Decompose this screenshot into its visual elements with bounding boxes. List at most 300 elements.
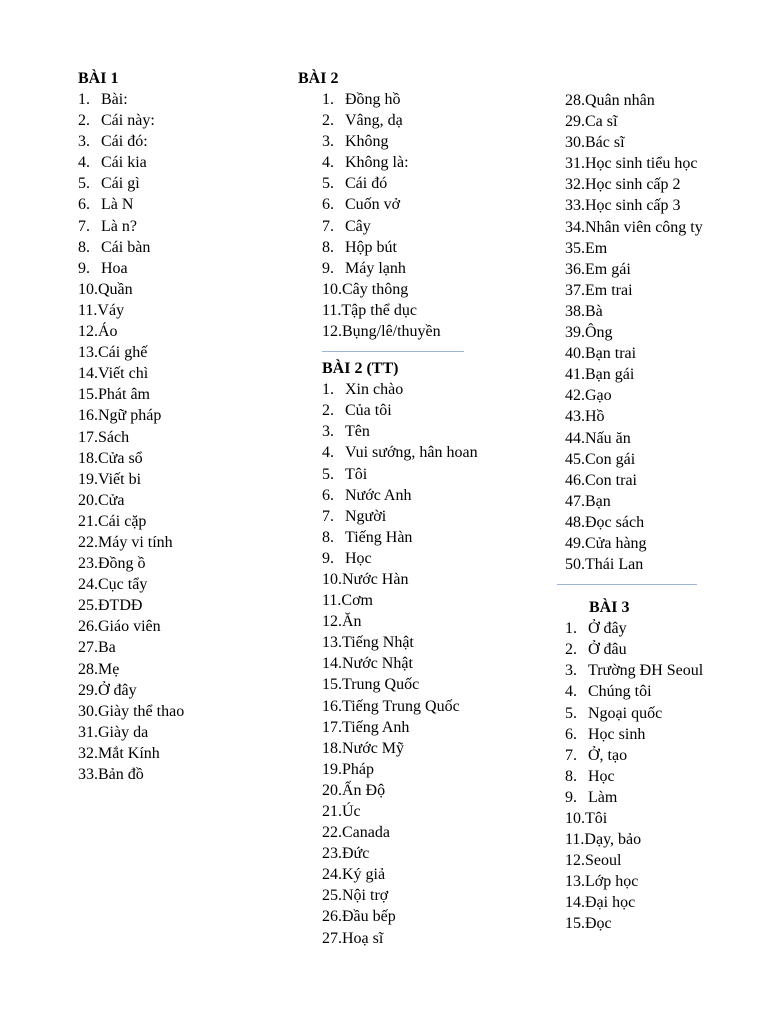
item-number: 4. xyxy=(322,154,334,172)
list-item xyxy=(78,237,288,258)
item-text: Nước Mỹ xyxy=(342,739,405,757)
item-number: 1. xyxy=(322,91,334,108)
item-number: 10. xyxy=(78,280,98,298)
item-text: Cái cặp xyxy=(98,512,147,530)
list-item xyxy=(78,616,288,637)
list-item xyxy=(78,427,288,448)
item-number: 8. xyxy=(322,528,334,546)
list-item xyxy=(322,131,548,152)
item-text: Không là: xyxy=(345,154,409,172)
list-item xyxy=(565,217,765,238)
item-number: 7. xyxy=(322,217,334,235)
list-item xyxy=(565,364,765,385)
item-text: Nước Nhật xyxy=(342,655,413,673)
item-number: 40. xyxy=(565,345,585,363)
item-text: Cửa xyxy=(98,491,125,509)
item-text: Cái đó: xyxy=(101,133,148,151)
item-text: Tiếng Nhật xyxy=(342,634,414,652)
item-number: 17. xyxy=(322,718,342,736)
item-number: 7. xyxy=(78,217,90,235)
item-number: 5. xyxy=(322,465,334,483)
item-text: Cái bàn xyxy=(101,238,151,256)
item-text: Tiếng Trung Quốc xyxy=(342,697,460,715)
item-number: 7. xyxy=(322,507,334,525)
item-number: 6. xyxy=(565,725,577,743)
list-item xyxy=(565,808,765,829)
item-number: 1. xyxy=(565,620,577,638)
vocab-list-bai-1 xyxy=(78,89,288,785)
item-text: Seoul xyxy=(585,852,622,870)
list-item xyxy=(78,131,288,152)
list-item xyxy=(322,801,548,822)
item-text: Cửa hàng xyxy=(585,534,647,552)
item-text: Làm xyxy=(588,788,618,806)
item-number: 48. xyxy=(565,513,585,531)
item-number: 21. xyxy=(78,512,98,530)
item-number: 28. xyxy=(78,660,98,678)
list-item xyxy=(565,385,765,406)
item-text: Đọc xyxy=(585,915,612,933)
item-text: Ngữ pháp xyxy=(98,407,162,425)
list-item xyxy=(322,548,548,569)
item-text: Cây thông xyxy=(342,280,409,298)
item-text: Bác sĩ xyxy=(585,134,625,152)
item-text: Hoạ sĩ xyxy=(342,929,384,947)
list-item xyxy=(78,469,288,490)
item-number: 4. xyxy=(322,444,334,462)
item-text: Giày da xyxy=(98,723,149,741)
item-number: 31. xyxy=(78,723,98,741)
item-number: 32. xyxy=(565,176,585,194)
item-number: 2. xyxy=(322,402,334,420)
item-number: 9. xyxy=(78,259,90,277)
item-text: Bạn gái xyxy=(585,366,635,384)
list-item xyxy=(322,194,548,215)
item-text: Cái gì xyxy=(101,175,140,193)
item-text: Vui sướng, hân hoan xyxy=(345,444,478,462)
list-item xyxy=(565,90,765,111)
item-number: 17. xyxy=(78,428,98,446)
item-number: 3. xyxy=(322,133,334,151)
list-item xyxy=(322,717,548,738)
list-item xyxy=(322,379,548,400)
item-text: Cửa sổ xyxy=(98,449,143,467)
item-text: Tôi xyxy=(585,810,608,827)
item-text: Gạo xyxy=(585,387,612,405)
item-number: 19. xyxy=(78,470,98,488)
list-item xyxy=(78,384,288,405)
list-item xyxy=(78,553,288,574)
item-text: Ở, tạo xyxy=(588,746,628,764)
item-text: Đức xyxy=(342,845,370,863)
item-number: 38. xyxy=(565,302,585,320)
item-number: 33. xyxy=(565,197,585,215)
list-item xyxy=(322,738,548,759)
item-number: 25. xyxy=(78,597,98,615)
column-bai-2 xyxy=(298,68,548,949)
item-text: Hồ xyxy=(585,408,605,426)
list-item xyxy=(322,110,548,131)
item-text: Bạn xyxy=(585,492,611,510)
list-item xyxy=(565,132,765,153)
list-item xyxy=(322,759,548,780)
item-number: 9. xyxy=(322,259,334,277)
item-text: Cây xyxy=(345,217,371,235)
item-text: Con trai xyxy=(585,471,637,489)
section-title-bai-2: BÀI 2 xyxy=(298,70,339,87)
item-text: Đại học xyxy=(585,894,636,912)
item-number: 30. xyxy=(78,702,98,720)
list-item xyxy=(565,301,765,322)
item-number: 27. xyxy=(78,639,98,657)
list-item xyxy=(78,89,288,110)
list-item xyxy=(322,527,548,548)
list-item xyxy=(565,280,765,301)
item-text: Em xyxy=(585,239,608,257)
list-item xyxy=(78,152,288,173)
item-text: Học sinh xyxy=(588,725,646,743)
item-number: 16. xyxy=(78,407,98,425)
item-text: Úc xyxy=(342,803,361,820)
list-item xyxy=(565,259,765,280)
vocab-list-bai-2-tt-cont xyxy=(565,90,765,575)
list-item xyxy=(322,696,548,717)
item-text: Sách xyxy=(98,428,130,446)
item-text: Tôi xyxy=(345,465,368,483)
item-text: Ký giả xyxy=(342,866,386,884)
item-number: 2. xyxy=(565,641,577,659)
list-item xyxy=(322,300,548,321)
item-text: Vâng, dạ xyxy=(345,112,403,130)
vocab-list-bai-2-tt xyxy=(298,379,548,949)
item-text: Em trai xyxy=(585,281,633,299)
item-number: 30. xyxy=(565,134,585,152)
item-text: Bản đồ xyxy=(98,766,144,783)
item-number: 3. xyxy=(322,423,334,441)
list-item xyxy=(78,659,288,680)
item-number: 1. xyxy=(78,91,90,108)
item-number: 14. xyxy=(322,655,342,673)
item-number: 11. xyxy=(322,592,342,610)
item-text: Chúng tôi xyxy=(588,683,652,701)
item-text: Viết chì xyxy=(98,365,149,383)
item-text: Ăn xyxy=(342,613,362,631)
item-number: 2. xyxy=(322,112,334,130)
list-item xyxy=(78,574,288,595)
item-text: Tập thể dục xyxy=(341,301,417,319)
item-text: Nội trợ xyxy=(342,887,389,905)
item-number: 24. xyxy=(78,576,98,594)
list-item xyxy=(565,174,765,195)
list-item xyxy=(565,428,765,449)
item-number: 14. xyxy=(565,894,585,912)
item-number: 18. xyxy=(322,739,342,757)
list-item xyxy=(78,637,288,658)
list-item xyxy=(565,153,765,174)
item-text: Mắt Kính xyxy=(98,744,160,762)
item-text: Xin chào xyxy=(345,381,404,399)
list-item xyxy=(565,554,765,575)
item-number: 15. xyxy=(565,915,585,933)
list-item xyxy=(78,680,288,701)
item-text: Con gái xyxy=(585,450,636,468)
item-text: Ở đâu xyxy=(588,641,627,659)
list-item xyxy=(565,850,765,871)
item-number: 15. xyxy=(78,386,98,404)
list-item xyxy=(322,421,548,442)
item-number: 12. xyxy=(322,323,342,341)
item-number: 47. xyxy=(565,492,585,510)
list-item xyxy=(78,532,288,553)
item-number: 36. xyxy=(565,260,585,278)
item-text: Bài: xyxy=(101,91,128,108)
list-item xyxy=(565,322,765,343)
list-item xyxy=(322,906,548,927)
item-number: 10. xyxy=(322,570,342,588)
item-number: 32. xyxy=(78,744,98,762)
list-item xyxy=(565,512,765,533)
item-text: Mẹ xyxy=(98,660,120,678)
list-item xyxy=(322,442,548,463)
list-item xyxy=(565,470,765,491)
item-text: Học xyxy=(345,549,372,567)
list-item xyxy=(78,342,288,363)
list-item xyxy=(322,864,548,885)
list-item xyxy=(322,464,548,485)
list-item xyxy=(322,258,548,279)
list-item xyxy=(565,892,765,913)
item-number: 11. xyxy=(565,831,585,849)
item-text: Canada xyxy=(342,824,390,842)
item-number: 13. xyxy=(78,344,98,362)
list-item xyxy=(565,745,765,766)
item-number: 5. xyxy=(322,175,334,193)
item-number: 3. xyxy=(78,133,90,151)
list-item xyxy=(78,173,288,194)
list-item xyxy=(322,485,548,506)
item-number: 42. xyxy=(565,387,585,405)
item-number: 3. xyxy=(565,662,577,680)
item-text: Người xyxy=(345,507,387,525)
item-number: 39. xyxy=(565,324,585,342)
item-text: Hộp bút xyxy=(345,238,397,256)
item-text: Cái đó xyxy=(345,175,388,193)
list-item xyxy=(565,829,765,850)
section-divider xyxy=(322,351,464,352)
item-text: Ở đây xyxy=(588,620,627,638)
list-item xyxy=(565,618,765,639)
item-number: 20. xyxy=(322,781,342,799)
list-item xyxy=(322,674,548,695)
list-item xyxy=(322,611,548,632)
item-number: 6. xyxy=(322,196,334,214)
item-number: 34. xyxy=(565,218,585,236)
item-number: 26. xyxy=(322,908,342,926)
list-item xyxy=(78,194,288,215)
list-item xyxy=(78,722,288,743)
item-number: 29. xyxy=(78,681,98,699)
item-number: 35. xyxy=(565,239,585,257)
item-number: 12. xyxy=(565,852,585,870)
item-text: Trường ĐH Seoul xyxy=(588,662,704,680)
item-text: Học xyxy=(588,767,615,785)
item-text: Em gái xyxy=(585,260,631,278)
item-number: 12. xyxy=(322,613,342,631)
list-item xyxy=(565,195,765,216)
list-item xyxy=(565,660,765,681)
item-text: Hoa xyxy=(101,259,128,277)
item-text: Học sinh tiểu học xyxy=(585,155,698,173)
item-text: Máy vi tính xyxy=(98,533,173,551)
item-number: 18. xyxy=(78,449,98,467)
list-item xyxy=(322,653,548,674)
item-text: Áo xyxy=(98,323,118,341)
item-text: Đồng ồ xyxy=(98,555,146,573)
item-text: Giáo viên xyxy=(98,618,161,636)
item-text: Ấn Độ xyxy=(342,781,386,799)
section-title-bai-2-tt: BÀI 2 (TT) xyxy=(322,360,399,378)
item-number: 15. xyxy=(322,676,342,694)
item-text: Ngoại quốc xyxy=(588,704,663,722)
item-number: 11. xyxy=(322,301,342,319)
list-item xyxy=(78,405,288,426)
item-text: Nhân viên công ty xyxy=(585,218,703,236)
list-item xyxy=(565,533,765,554)
list-item xyxy=(322,237,548,258)
item-text: Của tôi xyxy=(345,402,392,420)
item-number: 23. xyxy=(322,845,342,863)
list-item xyxy=(78,216,288,237)
item-text: Bà xyxy=(585,302,603,320)
item-text: Đồng hồ xyxy=(345,91,401,108)
section-divider xyxy=(557,584,697,585)
list-item xyxy=(565,681,765,702)
item-text: Học sinh cấp 2 xyxy=(585,176,681,194)
item-number: 21. xyxy=(322,803,342,820)
item-number: 9. xyxy=(565,788,577,806)
item-text: Là N xyxy=(101,196,134,214)
item-number: 19. xyxy=(322,760,342,778)
item-number: 13. xyxy=(322,634,342,652)
list-item xyxy=(322,569,548,590)
list-item xyxy=(78,490,288,511)
item-text: Trung Quốc xyxy=(342,676,420,694)
list-item xyxy=(322,506,548,527)
item-text: Ca sĩ xyxy=(585,113,618,131)
list-item xyxy=(322,321,548,342)
item-number: 7. xyxy=(565,746,577,764)
item-number: 26. xyxy=(78,618,98,636)
item-text: Thái Lan xyxy=(585,556,644,574)
item-number: 11. xyxy=(78,301,98,319)
item-number: 25. xyxy=(322,887,342,905)
item-text: Cơm xyxy=(341,592,373,610)
list-item xyxy=(322,822,548,843)
item-number: 8. xyxy=(565,767,577,785)
list-item xyxy=(78,279,288,300)
item-number: 12. xyxy=(78,323,98,341)
item-text: Váy xyxy=(97,301,125,319)
item-number: 10. xyxy=(322,280,342,298)
item-text: Quần xyxy=(98,280,133,298)
item-number: 5. xyxy=(565,704,577,722)
list-item xyxy=(78,321,288,342)
column-bai-2-cont-and-bai-3 xyxy=(565,90,765,935)
item-text: Đầu bếp xyxy=(342,908,396,926)
item-number: 49. xyxy=(565,534,585,552)
list-item xyxy=(78,258,288,279)
section-title-bai-3: BÀI 3 xyxy=(589,599,630,617)
item-number: 4. xyxy=(78,154,90,172)
item-text: Ông xyxy=(585,324,613,342)
list-item xyxy=(565,787,765,808)
item-number: 8. xyxy=(322,238,334,256)
section-title-bai-1: BÀI 1 xyxy=(78,70,119,87)
item-number: 43. xyxy=(565,408,585,426)
item-text: Ở đây xyxy=(98,681,137,699)
item-number: 29. xyxy=(565,113,585,131)
vocab-list-bai-2 xyxy=(298,89,548,342)
list-item xyxy=(322,632,548,653)
list-item xyxy=(322,216,548,237)
item-text: Là n? xyxy=(101,217,137,235)
item-text: Ba xyxy=(98,639,116,657)
list-item xyxy=(78,743,288,764)
item-text: Tên xyxy=(345,423,370,441)
list-item xyxy=(565,913,765,934)
item-text: Giày thể thao xyxy=(98,702,185,720)
item-number: 4. xyxy=(565,683,577,701)
item-text: Bạn trai xyxy=(585,345,637,363)
list-item xyxy=(322,400,548,421)
item-number: 27. xyxy=(322,929,342,947)
item-text: Cái này: xyxy=(101,112,155,130)
item-text: Dạy, bảo xyxy=(584,831,642,849)
item-text: Phát âm xyxy=(98,386,150,404)
list-item xyxy=(78,764,288,785)
list-item xyxy=(565,491,765,512)
item-number: 41. xyxy=(565,366,585,384)
vocab-list-bai-3 xyxy=(565,618,765,934)
item-number: 6. xyxy=(78,196,90,214)
item-number: 8. xyxy=(78,238,90,256)
item-number: 24. xyxy=(322,866,342,884)
list-item xyxy=(322,928,548,949)
item-text: Cái ghế xyxy=(98,344,148,362)
list-item xyxy=(78,448,288,469)
list-item xyxy=(565,766,765,787)
item-text: Tiếng Anh xyxy=(342,718,410,736)
list-item xyxy=(565,238,765,259)
item-number: 45. xyxy=(565,450,585,468)
item-number: 31. xyxy=(565,155,585,173)
list-item xyxy=(565,449,765,470)
list-item xyxy=(78,595,288,616)
list-item xyxy=(322,173,548,194)
item-text: Pháp xyxy=(342,760,374,778)
item-number: 33. xyxy=(78,766,98,783)
item-text: Học sinh cấp 3 xyxy=(585,197,681,215)
item-text: Quân nhân xyxy=(585,92,655,109)
list-item xyxy=(78,300,288,321)
list-item xyxy=(322,885,548,906)
item-text: Nấu ăn xyxy=(585,429,631,447)
list-item xyxy=(565,871,765,892)
item-number: 13. xyxy=(565,873,585,891)
list-item xyxy=(565,724,765,745)
list-item xyxy=(322,590,548,611)
item-number: 9. xyxy=(322,549,334,567)
